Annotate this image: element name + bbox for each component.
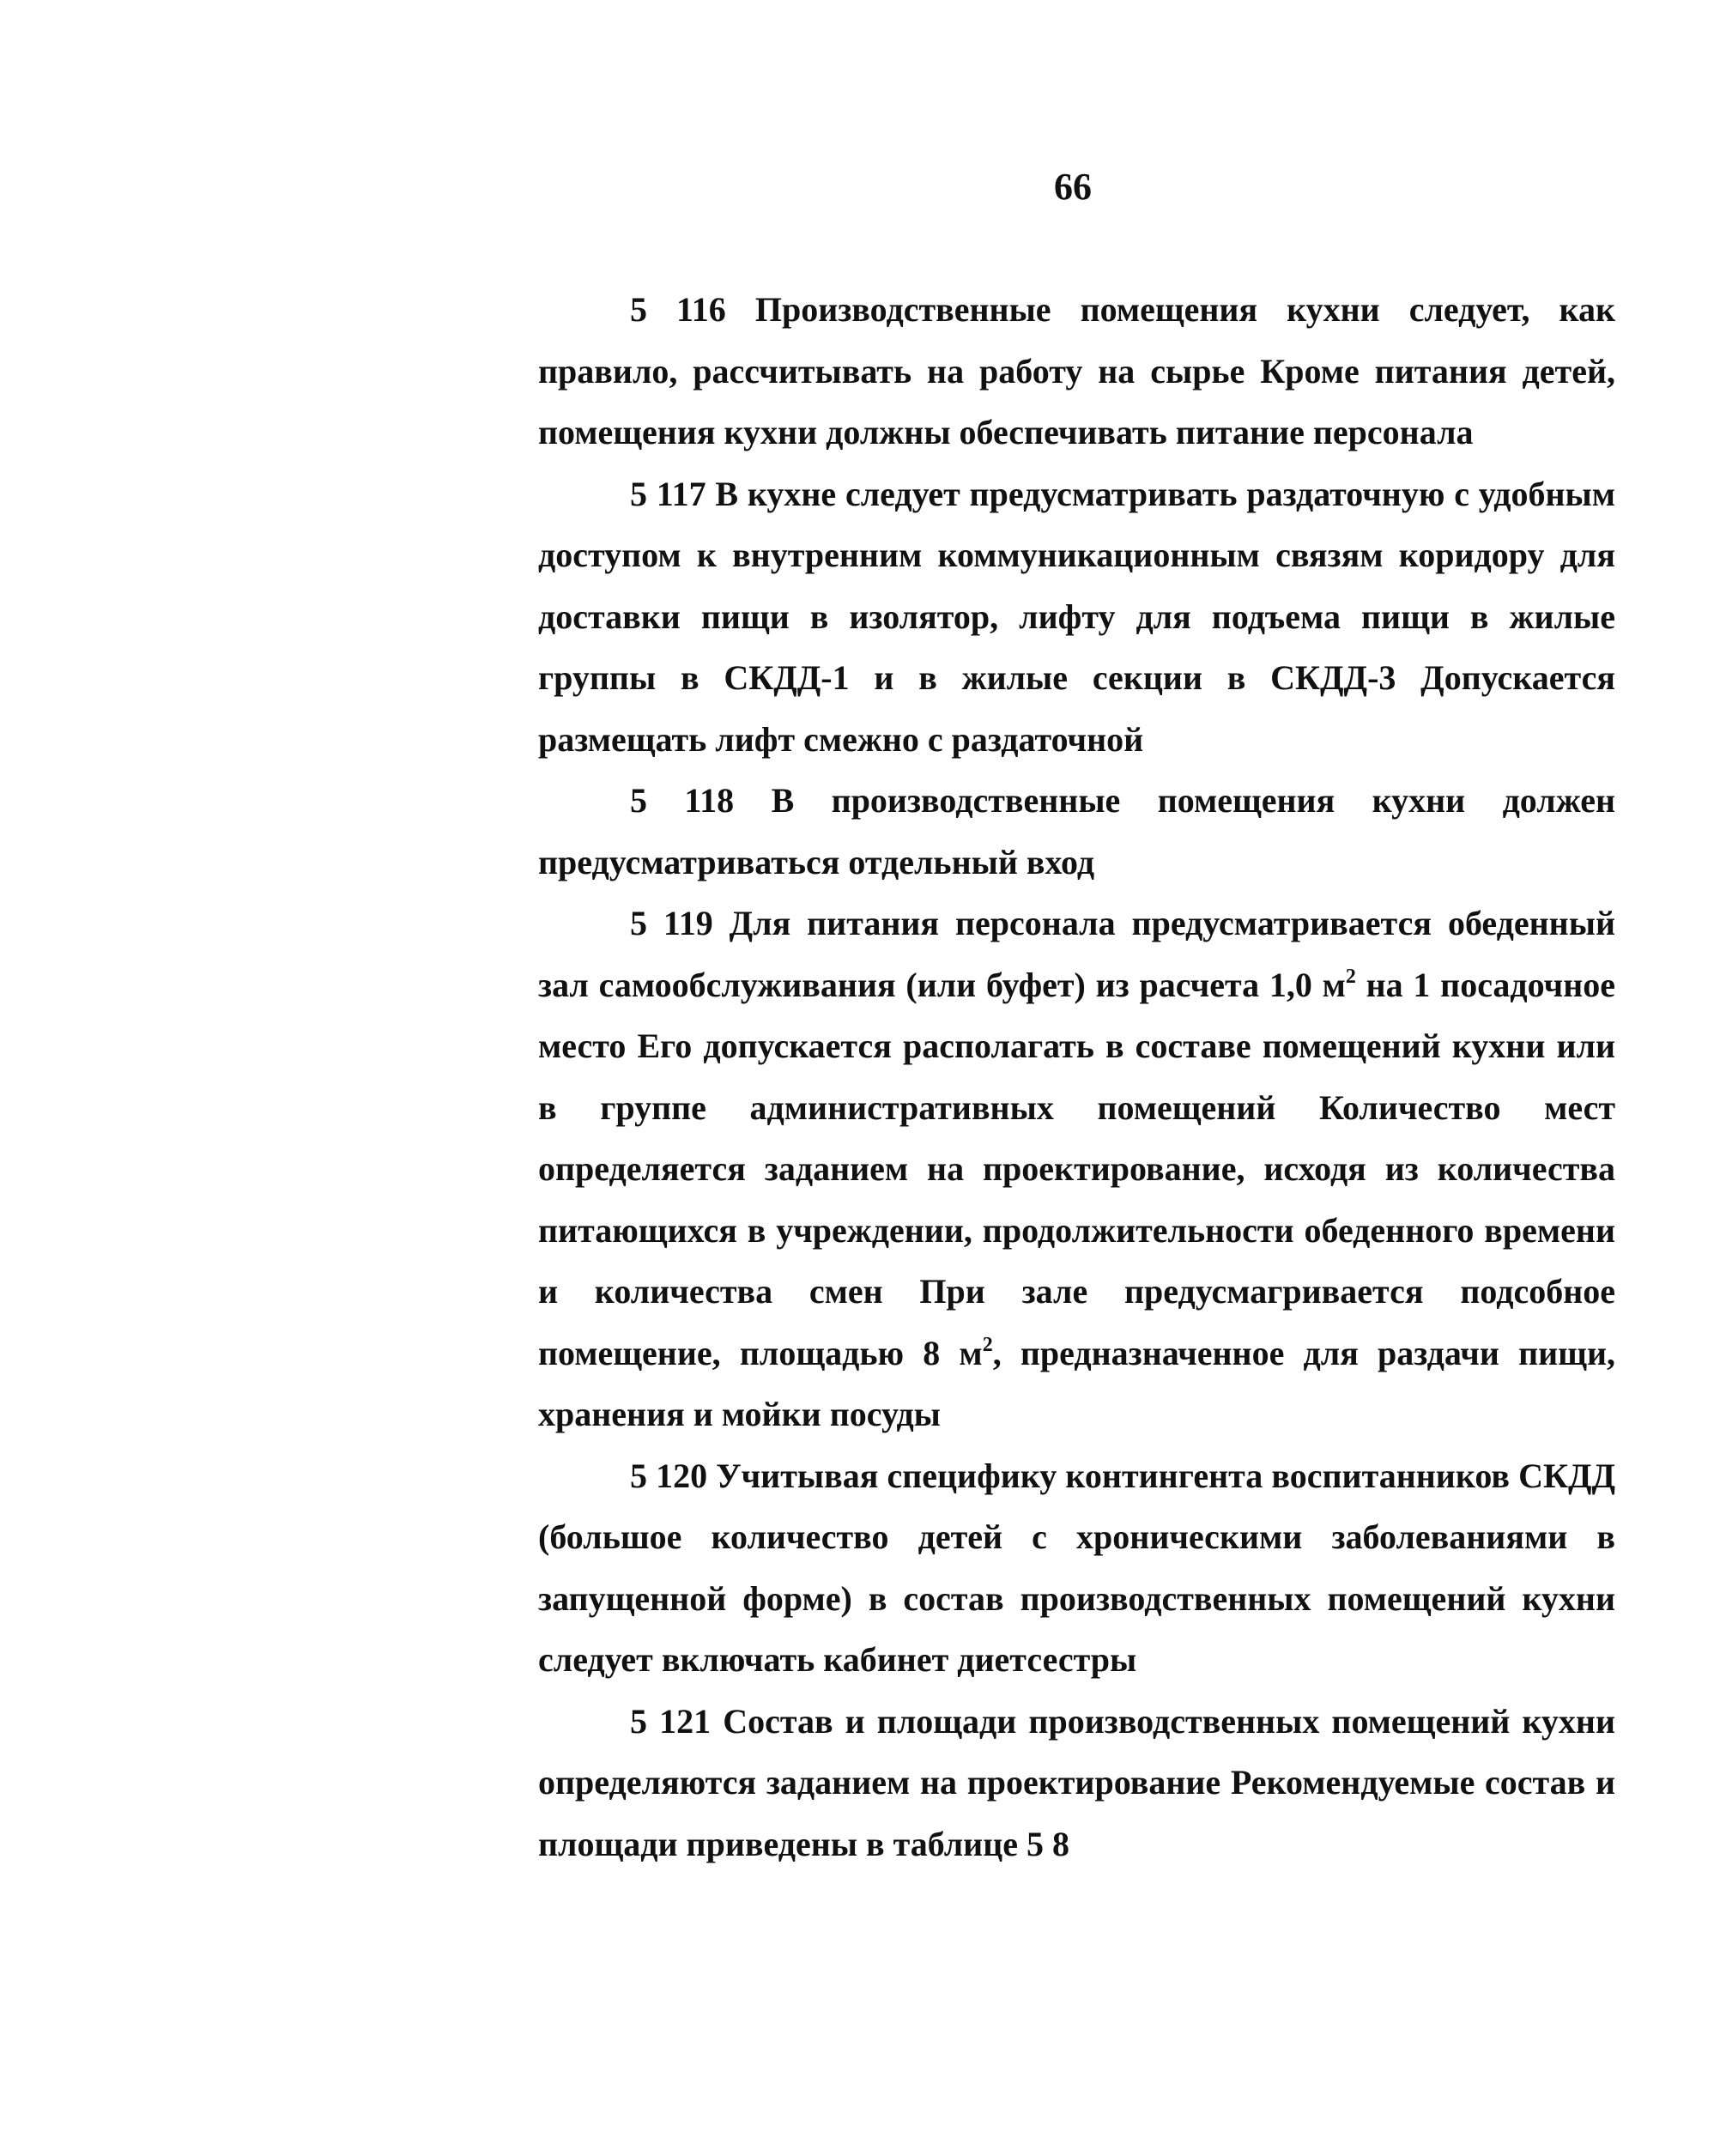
clause-number: 5 118 [630, 781, 735, 820]
paragraph-5-117 [538, 463, 1615, 771]
clause-text: на 1 посадочное место Его допускается располагать в составе помещений кухни или в группе административных помещений Количество мест определяется заданием на проектирование, исходя из количества питающихся в учреждении, продолжительности обеденного времени и количества смен При зале предусмагривается подсобное помещение, площадью 8 м [538, 965, 1615, 1372]
paragraph-5-120 [538, 1445, 1615, 1691]
clause-text: , предназначенное для раздачи пищи, хранения и мойки посуды [538, 1333, 1615, 1433]
clause-text: Производственные помещения кухни следует, как правило, рассчитывать на работу на сырье Кроме питания детей, помещения кухни должны обеспечивать питание персонала [538, 290, 1616, 451]
paragraph-5-121 [538, 1691, 1615, 1875]
clause-number: 5 116 [630, 290, 726, 329]
paragraph-5-116 [538, 279, 1615, 463]
clause-number: 5 120 [630, 1456, 708, 1495]
superscript-exponent: 2 [982, 1333, 993, 1356]
clause-text: Для питания персонала предусматривается обеденный зал самообслуживания (или буфет) из расчета 1,0 м [538, 904, 1616, 1004]
page-number: 66 [1054, 166, 1092, 208]
clause-number: 5 117 [630, 474, 706, 513]
clause-text: Учитывая специфику контингента воспитанников СКДД (большое количество детей с хроническими заболеваниями в запущенной форме) в состав производственных помещений кухни следует включать кабинет диетсестры [538, 1456, 1616, 1679]
superscript-exponent: 2 [1345, 965, 1356, 988]
document-body [538, 279, 1615, 1874]
clause-text: Состав и площади производственных помещений кухни определяются заданием на проектирование Рекомендуемые состав и площади приведены в таблице 5 8 [538, 1701, 1616, 1863]
clause-text: В производственные помещения кухни должен предусматриваться отдельный вход [538, 781, 1616, 881]
clause-number: 5 121 [630, 1701, 712, 1741]
clause-text: В кухне следует предусматривать раздаточную с удобным доступом к внутренним коммуникационным связям коридору для доставки пищи в изолятор, лифту для подъема пищи в жилые группы в СКДД-1 и в жилые секции в СКДД-3 Допускается размещать лифт смежно с раздаточной [538, 474, 1615, 759]
clause-number: 5 119 [630, 904, 713, 942]
paragraph-5-119 [538, 893, 1615, 1445]
paragraph-5-118 [538, 770, 1615, 893]
